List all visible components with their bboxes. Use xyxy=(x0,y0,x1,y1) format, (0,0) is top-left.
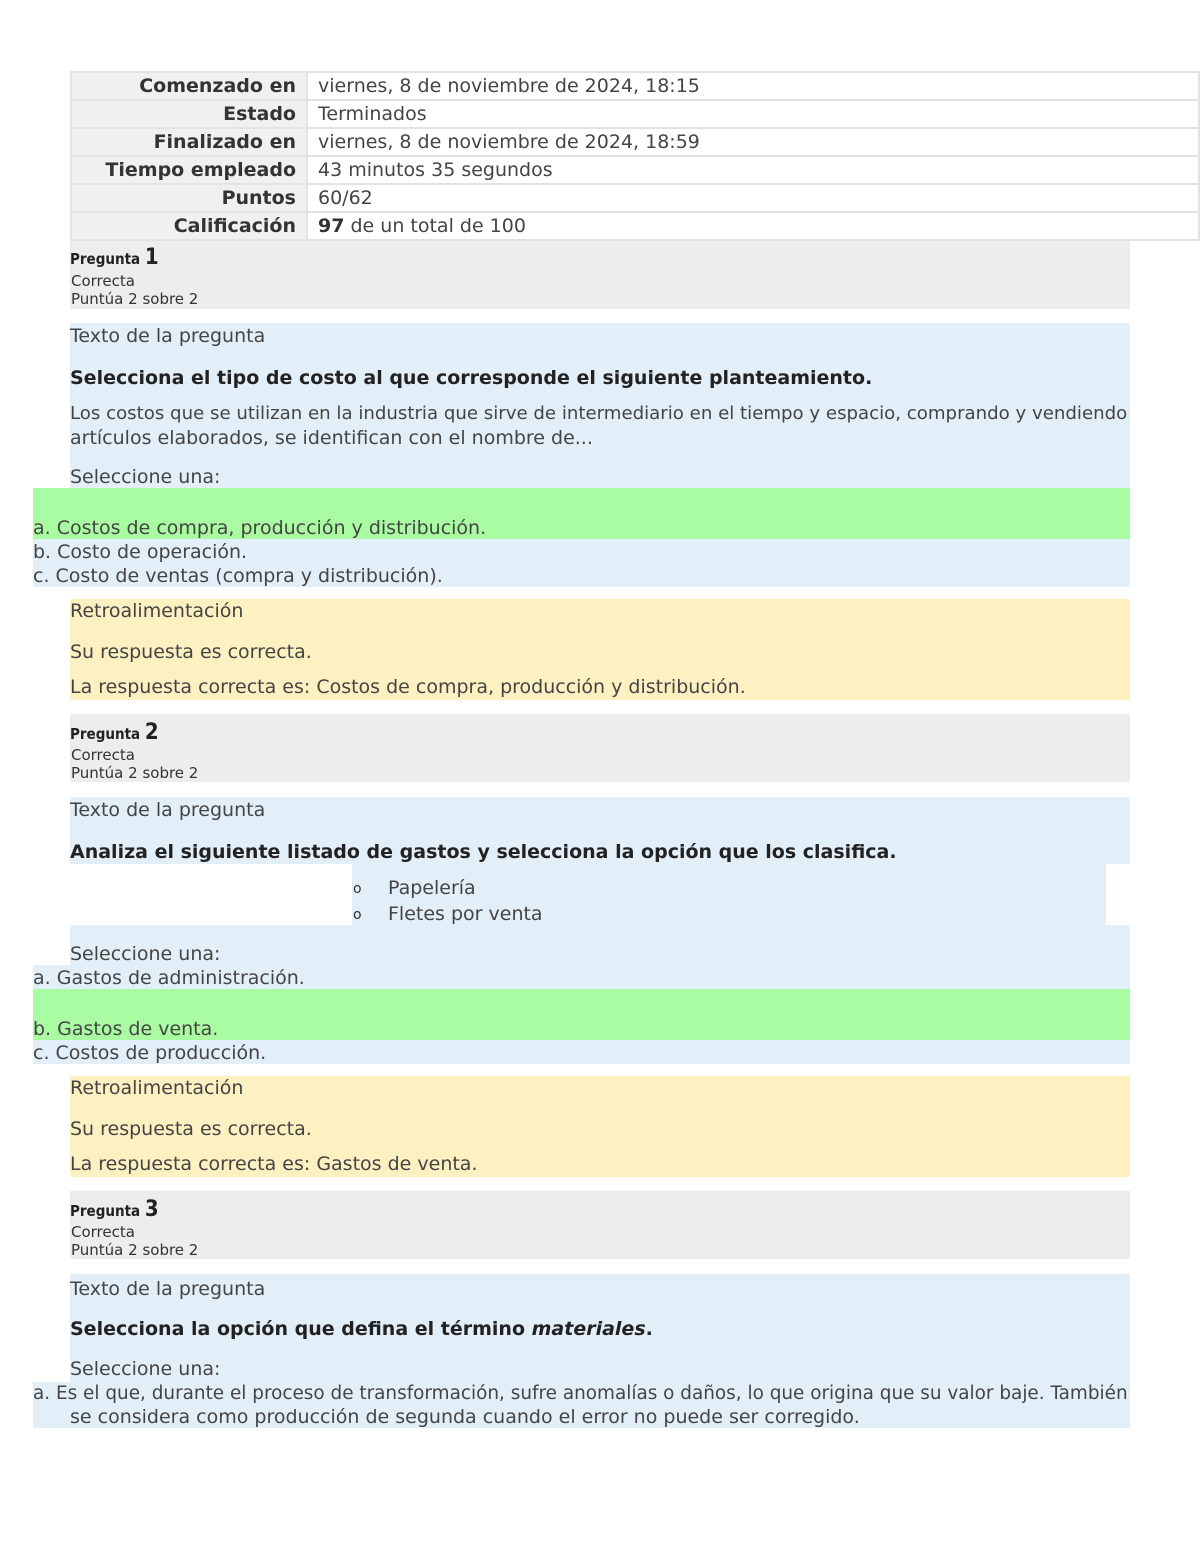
answer-option[interactable]: a. Gastos de administración. xyxy=(33,967,305,989)
bullet-icon: o xyxy=(353,907,362,923)
question-body-line: artículos elaborados, se identifican con el nombre de... xyxy=(70,427,593,449)
list-indent-gap xyxy=(70,864,352,925)
question-state: Correcta xyxy=(71,746,135,764)
question-text-label: Texto de la pregunta xyxy=(70,325,266,347)
answer-option-row xyxy=(33,965,1130,989)
question-1-header xyxy=(70,241,1130,309)
question-2-header xyxy=(70,714,1130,782)
summary-value: 43 minutos 35 segundos xyxy=(307,156,1199,184)
summary-value: 60/62 xyxy=(307,184,1199,212)
summary-row xyxy=(71,212,1199,240)
select-one-label: Seleccione una: xyxy=(70,943,221,965)
feedback-result: Su respuesta es correcta. xyxy=(70,641,312,663)
answer-option[interactable]: c. Costos de producción. xyxy=(33,1042,267,1064)
question-state: Correcta xyxy=(71,272,135,290)
summary-grade-value xyxy=(307,212,1199,240)
bullet-icon: o xyxy=(353,881,362,897)
question-number: 1 xyxy=(144,245,159,270)
question-prompt: Analiza el siguiente listado de gastos y selecciona la opción que los clasifica. xyxy=(70,841,897,863)
prompt-text: Selecciona la opción que defina el término xyxy=(70,1318,532,1340)
question-prompt: Selecciona el tipo de costo al que corresponde el siguiente planteamiento. xyxy=(70,367,873,389)
answer-option[interactable]: c. Costo de ventas (compra y distribución). xyxy=(33,565,443,587)
answer-option-correct[interactable] xyxy=(33,989,1130,1040)
question-text-label: Texto de la pregunta xyxy=(70,799,266,821)
feedback-panel xyxy=(70,599,1130,700)
list-right-gap xyxy=(1106,864,1130,925)
question-text-label: Texto de la pregunta xyxy=(70,1278,266,1300)
answer-option-line: a. Es el que, durante el proceso de transformación, sufre anomalías o daños, lo que origina que su valor baje. También xyxy=(33,1383,1128,1404)
question-2-title xyxy=(70,720,159,745)
option-label: a. Costos de compra, producción y distribución. xyxy=(33,517,487,539)
summary-value: Terminados xyxy=(307,100,1199,128)
feedback-label: Retroalimentación xyxy=(70,1077,244,1099)
answer-option-row[interactable] xyxy=(33,1382,1130,1428)
question-3-title xyxy=(70,1197,159,1222)
summary-label: Estado xyxy=(71,100,307,128)
question-label: Pregunta xyxy=(70,1202,141,1220)
question-1-title xyxy=(70,245,159,270)
feedback-result: Su respuesta es correcta. xyxy=(70,1118,312,1140)
summary-label: Tiempo empleado xyxy=(71,156,307,184)
prompt-term: materiales xyxy=(531,1318,646,1340)
attempt-summary-table xyxy=(70,71,1200,241)
summary-label: Puntos xyxy=(71,184,307,212)
feedback-label: Retroalimentación xyxy=(70,600,244,622)
summary-label: Comenzado en xyxy=(71,72,307,100)
grade-number: 97 xyxy=(318,215,345,237)
summary-row xyxy=(71,100,1199,128)
question-body-line: Los costos que se utilizan en la industria que sirve de intermediario en el tiempo y espacio, comprando y vendiendo xyxy=(70,403,1128,424)
question-number: 3 xyxy=(144,1197,159,1222)
list-item: Fletes por venta xyxy=(388,903,543,925)
answer-option-line: se considera como producción de segunda cuando el error no puede ser corregido. xyxy=(70,1406,860,1428)
feedback-answer: La respuesta correcta es: Gastos de venta. xyxy=(70,1153,478,1175)
question-score: Puntúa 2 sobre 2 xyxy=(71,1241,199,1259)
summary-label: Finalizado en xyxy=(71,128,307,156)
question-state: Correcta xyxy=(71,1223,135,1241)
summary-row xyxy=(71,184,1199,212)
question-label: Pregunta xyxy=(70,250,141,268)
summary-row xyxy=(71,156,1199,184)
grade-total: de un total de 100 xyxy=(344,215,526,237)
summary-row xyxy=(71,128,1199,156)
summary-value: viernes, 8 de noviembre de 2024, 18:59 xyxy=(307,128,1199,156)
feedback-panel xyxy=(70,1076,1130,1177)
prompt-end: . xyxy=(645,1318,653,1340)
question-score: Puntúa 2 sobre 2 xyxy=(71,290,199,308)
answer-option-row xyxy=(33,1040,1130,1064)
list-item: Papelería xyxy=(388,877,476,899)
answer-option-correct[interactable] xyxy=(33,488,1130,539)
summary-label: Calificación xyxy=(71,212,307,240)
question-number: 2 xyxy=(144,720,159,745)
summary-row xyxy=(71,72,1199,100)
question-prompt xyxy=(70,1318,653,1340)
option-label: b. Gastos de venta. xyxy=(33,1018,219,1040)
answer-options-rest xyxy=(33,539,1130,587)
feedback-answer: La respuesta correcta es: Costos de compra, producción y distribución. xyxy=(70,676,746,698)
answer-option[interactable]: b. Costo de operación. xyxy=(33,541,248,563)
select-one-label: Seleccione una: xyxy=(70,1358,221,1380)
question-label: Pregunta xyxy=(70,725,141,743)
summary-value: viernes, 8 de noviembre de 2024, 18:15 xyxy=(307,72,1199,100)
question-3-header xyxy=(70,1191,1130,1259)
select-one-label: Seleccione una: xyxy=(70,466,221,488)
question-score: Puntúa 2 sobre 2 xyxy=(71,764,199,782)
